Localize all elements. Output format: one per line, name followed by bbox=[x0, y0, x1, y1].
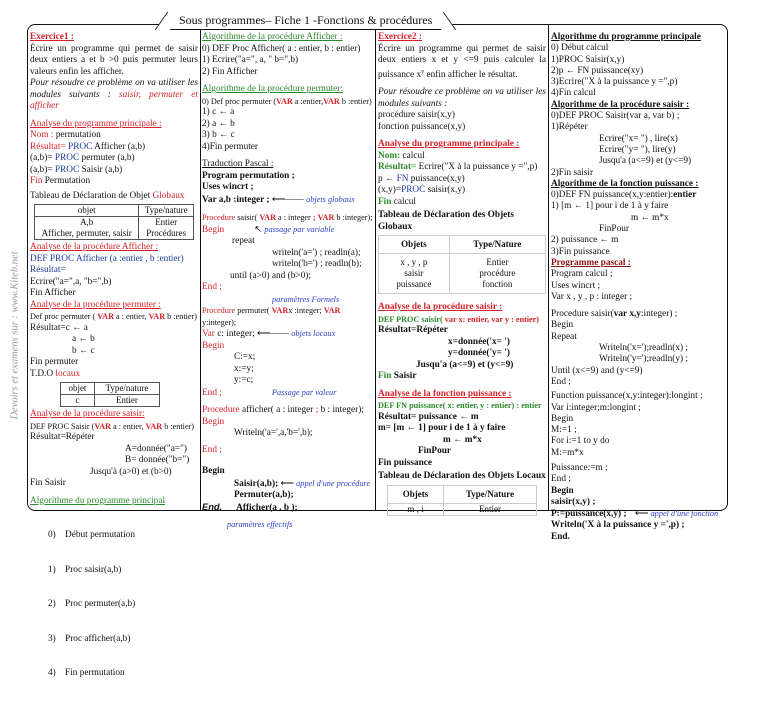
value: Saisir (a,b) bbox=[79, 164, 123, 175]
arrow-left-icon: ⟵—— bbox=[257, 329, 289, 339]
line: Writeln('a=',a,'b=',b); bbox=[234, 428, 313, 438]
t: puissance(x,y) bbox=[408, 173, 465, 184]
t: Procedure saisir( bbox=[551, 309, 614, 320]
t: ; bbox=[315, 405, 319, 415]
line bbox=[30, 165, 198, 177]
section-title: Traduction Pascal : bbox=[202, 159, 274, 169]
line: 4)Fin permuter bbox=[202, 141, 259, 152]
t: Afficher(a , b ); bbox=[236, 502, 298, 513]
line: until (a>0) and (b>0); bbox=[230, 270, 311, 281]
exercise-hint: Pour résoudre ce problème on va utiliser les modules suivants : bbox=[378, 87, 546, 109]
line: repeat bbox=[232, 236, 255, 246]
line bbox=[30, 130, 198, 142]
line: B= donnée("b=") bbox=[125, 455, 190, 465]
t: Var a,b :integer ; bbox=[202, 194, 270, 205]
line bbox=[30, 176, 198, 188]
header-cell: Objets bbox=[379, 236, 450, 254]
section-title: Algorithme du programme principale bbox=[551, 32, 701, 42]
line: 2)p ← FN puissance(xy) bbox=[551, 65, 644, 76]
line: DEF FN puissance( x: entier, y : entier) : entier bbox=[378, 401, 542, 411]
cell-line: A,b bbox=[80, 217, 94, 227]
t: Ecrire("X à la puissance y =",p) bbox=[416, 162, 538, 173]
t: a :entier, bbox=[292, 96, 324, 106]
column-exercice2-solution bbox=[551, 32, 725, 543]
globals-table bbox=[34, 204, 194, 240]
line bbox=[551, 508, 725, 520]
line bbox=[30, 369, 198, 381]
t: x: entier, bbox=[456, 314, 492, 324]
line bbox=[378, 162, 546, 174]
line bbox=[378, 185, 546, 197]
t: p ← bbox=[378, 173, 397, 184]
line bbox=[378, 371, 546, 383]
line: DEF PROC Afficher (a :entier , b :entier) bbox=[30, 253, 184, 264]
keyword: FN bbox=[396, 173, 409, 184]
arrow-up-icon: ↖ bbox=[254, 224, 263, 235]
line: A=donnée("a=") bbox=[125, 443, 187, 454]
line bbox=[551, 190, 725, 201]
line: Fin Saisir bbox=[30, 478, 66, 488]
column-algorithms-pascal bbox=[202, 32, 374, 531]
line: Puissance:=m ; bbox=[551, 462, 608, 473]
line bbox=[30, 311, 198, 323]
line: 2)Fin saisir bbox=[551, 167, 594, 178]
line: End ; bbox=[551, 474, 571, 485]
value: (a,b)= bbox=[30, 153, 55, 163]
keyword: VAR bbox=[323, 306, 341, 315]
column-divider bbox=[548, 24, 549, 511]
line: m ← m*x bbox=[631, 212, 669, 223]
column-divider bbox=[375, 24, 376, 511]
annotation: objets globaux bbox=[306, 194, 355, 204]
line: Writeln('y=');readln(y) ; bbox=[599, 354, 689, 365]
cell-line: procédure bbox=[479, 268, 516, 279]
line: m= [m ← 1] pour i de 1 à y faire bbox=[378, 423, 506, 434]
line: Until (x<=9) and (y<=9) bbox=[551, 365, 643, 376]
cell-line: Entier bbox=[155, 217, 178, 227]
line: 2) a ← b bbox=[202, 118, 235, 129]
t: calcul bbox=[391, 196, 416, 207]
line bbox=[378, 174, 546, 186]
line: End ; bbox=[202, 282, 222, 292]
table-caption: Tableau de Déclaration des Objets Locaux bbox=[378, 471, 546, 482]
annotation: paramètres effectifs bbox=[227, 520, 293, 529]
section-title: Algorithme de la procédure permuter: bbox=[202, 84, 343, 94]
label: Résultat= bbox=[378, 162, 417, 173]
line: Jusqu'a (a<=9) et (y<=9) bbox=[599, 156, 692, 167]
t: locaux bbox=[55, 368, 81, 379]
caption-text: Tableau de Déclaration de Objet bbox=[30, 190, 153, 201]
line: Ecrire("a=",a, "b=",b) bbox=[30, 276, 112, 287]
line bbox=[202, 328, 374, 341]
line: For i:=1 to y do bbox=[551, 436, 610, 447]
line: y:=c; bbox=[234, 375, 254, 385]
keyword: VAR bbox=[317, 213, 335, 222]
header-cell: Type/nature bbox=[139, 205, 194, 217]
line: End ; bbox=[202, 444, 222, 455]
label: Fin bbox=[30, 176, 43, 186]
exercise-hint bbox=[30, 78, 198, 113]
t: ; bbox=[312, 213, 316, 222]
section-title: Analyse de la procédure Afficher : bbox=[30, 242, 159, 252]
line: x=donnée('x= ') bbox=[448, 336, 510, 347]
value: permutation bbox=[53, 130, 101, 140]
keyword: PROC bbox=[54, 153, 80, 163]
line: saisir(x,y) ; bbox=[551, 496, 596, 507]
line: m ← m*x bbox=[443, 434, 482, 445]
line: Writeln('X à la puissance y =',p) ; bbox=[551, 520, 685, 531]
line: Var x , y , p : integer ; bbox=[551, 291, 633, 302]
line bbox=[30, 421, 198, 433]
line bbox=[202, 96, 374, 108]
line: Résultat=Répéter bbox=[378, 325, 448, 336]
cell-line: saisir bbox=[404, 268, 424, 279]
page-title: Sous programmes– Fiche 1 -Fonctions & procédures bbox=[168, 13, 443, 30]
line: Résultat= puissance ← m bbox=[378, 411, 479, 422]
line bbox=[202, 502, 374, 515]
cell-line: Afficher, permuter, saisir bbox=[41, 228, 132, 238]
keyword: PROC bbox=[401, 185, 426, 196]
t: saisir( bbox=[235, 213, 260, 222]
keyword: VAR bbox=[94, 421, 112, 431]
line: a ← b bbox=[72, 334, 95, 344]
line: 1) c ← a bbox=[202, 107, 235, 117]
t: a : integer bbox=[276, 213, 313, 222]
line: 1) [m ← 1] pour i de 1 à y faire bbox=[551, 201, 669, 212]
cell-line: fonction bbox=[482, 279, 513, 290]
line: Résultat=c ← a bbox=[30, 322, 88, 333]
line bbox=[30, 142, 198, 154]
locals-table bbox=[60, 382, 160, 407]
section-title: Analyse de la procédure permuter : bbox=[30, 299, 161, 310]
section-title: Analyse du programme principale : bbox=[30, 118, 162, 129]
keyword: Begin bbox=[202, 224, 225, 235]
hint-text: Pour résoudre ce problème on va utiliser les modules suivants : bbox=[30, 78, 198, 100]
t: y : entier) bbox=[502, 314, 540, 324]
line: Function puissance(x,y:integer):longint ; bbox=[551, 391, 703, 402]
line: 1) Ecrire("a=", a, " b=",b) bbox=[202, 55, 299, 65]
line: End ; bbox=[551, 376, 571, 387]
line: Ecrire("y= "), lire(y) bbox=[599, 144, 676, 155]
keyword: Procedure bbox=[202, 405, 240, 415]
keyword: VAR bbox=[148, 312, 166, 321]
t: saisir(x,y) bbox=[425, 185, 466, 196]
annotation: appel d'une fonction bbox=[650, 509, 719, 519]
keyword: PROC bbox=[68, 141, 93, 152]
arrow-left-icon: ⟵ bbox=[634, 509, 649, 520]
t: (x,y)= bbox=[378, 185, 402, 196]
line: procédure saisir(x,y) bbox=[378, 110, 455, 121]
cell: Entier bbox=[94, 395, 159, 407]
line: 3)Fin puissance bbox=[551, 246, 610, 257]
t: 0) Def proc permuter ( bbox=[202, 96, 277, 106]
globals-table bbox=[378, 235, 546, 294]
line: x:=y; bbox=[234, 363, 254, 374]
step: 1) Proc saisir(a,b) bbox=[48, 564, 122, 575]
cell-line: puissance bbox=[396, 279, 432, 290]
value: (a,b)= bbox=[30, 164, 55, 175]
line bbox=[202, 194, 374, 207]
section-title: Algorithme du programme principal bbox=[30, 495, 166, 506]
line: Jusqu'a (a<=9) et (y<=9) bbox=[416, 359, 514, 370]
section-title: Analyse du programme principale : bbox=[378, 139, 520, 150]
line: Var i:integer;m:longint ; bbox=[551, 402, 641, 413]
t: 0)DEF FN puissance(x,y:entier): bbox=[551, 190, 674, 201]
hint-modules: saisir, permuter et afficher bbox=[30, 89, 198, 111]
line: FinPour bbox=[418, 446, 452, 457]
exercise-statement: Écrire un programme qui permet de saisir deux entiers a et b >0 puis permuter leurs valeurs enfin les afficher. bbox=[30, 43, 198, 77]
section-title: Analyse de la procédure saisir : bbox=[378, 302, 503, 313]
annotation: Passage par valeur bbox=[271, 387, 337, 397]
cell bbox=[35, 217, 139, 240]
t: DEF PROC saisir( bbox=[378, 314, 445, 324]
line: b ← c bbox=[72, 345, 95, 356]
line: Repeat bbox=[551, 331, 577, 342]
line: Begin bbox=[202, 466, 225, 476]
cell-line: Procédures bbox=[146, 228, 187, 238]
line: FinPour bbox=[599, 224, 629, 235]
t: permuter( bbox=[235, 306, 272, 315]
t: afficher( a : integer bbox=[239, 405, 316, 415]
t: b :entier) bbox=[339, 96, 372, 106]
table-caption: Tableau de Déclaration des Objets Globaux bbox=[378, 210, 515, 232]
line: 0) DEF Proc Afficher( a : entier, b : entier) bbox=[202, 43, 361, 54]
header-cell: Type/nature bbox=[94, 383, 159, 395]
t: a : entier, bbox=[113, 312, 149, 321]
arrow-left-icon: ⟵ bbox=[280, 478, 294, 489]
line: Fin permuter bbox=[30, 357, 79, 367]
line: 0)DEF PROC Saisir(var a, var b) ; bbox=[551, 111, 680, 122]
keyword: Procedure bbox=[202, 213, 236, 222]
line: Begin bbox=[202, 416, 225, 427]
t: :integer) ; bbox=[640, 309, 678, 320]
value: Afficher (a,b) bbox=[92, 141, 146, 152]
line bbox=[551, 309, 725, 320]
t: a : entier, bbox=[111, 421, 146, 431]
line bbox=[202, 478, 374, 491]
t: Def proc permuter ( bbox=[30, 312, 98, 321]
keyword: var x,y bbox=[613, 309, 641, 320]
section-title: Analyse de la fonction puissance : bbox=[378, 388, 512, 399]
line: Jusqu'à (a>0) et (b>0) bbox=[90, 466, 172, 477]
arrow-left-icon: ⟵—— bbox=[271, 194, 304, 205]
cell-line: Entier bbox=[486, 257, 509, 268]
header-cell: Objets bbox=[388, 485, 444, 503]
cell bbox=[379, 254, 450, 294]
line: Fin Afficher bbox=[30, 288, 76, 298]
value: Permutation bbox=[42, 176, 91, 186]
line: fonction puissance(x,y) bbox=[378, 121, 466, 132]
line: 2) Fin Afficher bbox=[202, 66, 258, 77]
line: M:=1 ; bbox=[551, 425, 577, 436]
line bbox=[202, 387, 374, 400]
annotation: passage par variable bbox=[264, 224, 335, 234]
line: End. bbox=[551, 531, 570, 542]
keyword: VAR bbox=[271, 306, 289, 315]
header-cell: Type/Nature bbox=[449, 236, 545, 254]
section-title: Algorithme de la procédure Afficher : bbox=[202, 32, 343, 42]
keyword: var bbox=[491, 314, 503, 324]
exercise-statement bbox=[378, 44, 546, 82]
keyword: VAR bbox=[97, 312, 114, 321]
step: 4) Fin permutation bbox=[48, 668, 125, 678]
t: b : integer); bbox=[318, 405, 364, 415]
line: Begin bbox=[551, 320, 574, 331]
section-title: Programme pascal : bbox=[551, 257, 631, 268]
t: End. bbox=[202, 501, 223, 512]
t: x :integer; bbox=[288, 306, 324, 315]
line: writeln('b=') ; readln(b); bbox=[272, 259, 362, 269]
line: 4)Fin calcul bbox=[551, 88, 596, 99]
line: 2) puissance ← m bbox=[551, 235, 619, 246]
keyword: VAR bbox=[323, 96, 340, 106]
line: 0) Début calcul bbox=[551, 43, 609, 54]
t: b :integer); bbox=[334, 213, 373, 222]
line: C:=x; bbox=[234, 352, 256, 362]
keyword: VAR bbox=[259, 213, 276, 222]
label: Fin bbox=[378, 196, 392, 207]
section-title: Algorithme de la procédure saisir : bbox=[551, 99, 690, 110]
t: y bbox=[421, 68, 425, 75]
line bbox=[378, 197, 546, 209]
label: Nom : bbox=[30, 130, 54, 140]
column-exercice2 bbox=[378, 32, 546, 518]
keyword: var bbox=[444, 314, 457, 324]
line: Begin bbox=[551, 413, 574, 424]
line bbox=[378, 151, 546, 163]
line: Writeln('x=');readln(x) ; bbox=[599, 343, 689, 354]
exercise-title: Exercice1 : bbox=[30, 32, 74, 42]
line: Program calcul ; bbox=[551, 269, 613, 280]
annotation: appel d'une procédure bbox=[296, 478, 371, 488]
t: y:integer); bbox=[202, 317, 237, 327]
line: Uses wincrt ; bbox=[551, 280, 601, 291]
cell: c bbox=[61, 395, 95, 407]
keyword: entier bbox=[673, 190, 697, 201]
annotation: objets locaux bbox=[291, 329, 336, 338]
label: Nom: bbox=[378, 150, 401, 161]
line: y=donnée('y= ') bbox=[448, 348, 510, 359]
line: 3) b ← c bbox=[202, 130, 235, 140]
header-cell: objet bbox=[61, 383, 95, 395]
section-title: Analyse de la procédure saisir: bbox=[30, 409, 145, 419]
line: writeln('a=') ; readln(a); bbox=[272, 247, 361, 258]
line: Program permutation ; bbox=[202, 170, 295, 181]
t: Saisir(a,b); bbox=[234, 478, 279, 489]
line: 3)Ecrire("X à la puissance y =",p) bbox=[551, 77, 678, 88]
line: 1)PROC Saisir(x,y) bbox=[551, 54, 625, 65]
label: Résultat= bbox=[30, 141, 66, 152]
step: 3) Proc afficher(a,b) bbox=[48, 633, 131, 644]
line bbox=[202, 224, 374, 237]
line bbox=[202, 212, 374, 224]
keyword: PROC bbox=[54, 164, 80, 175]
t: Écrire un programme qui permet de saisir deux entiers x et y <=9 puis calculer la puissance x bbox=[378, 43, 546, 80]
table-caption bbox=[30, 191, 198, 203]
keyword: Procedure bbox=[202, 306, 236, 315]
t: b :entier) bbox=[162, 421, 195, 431]
line bbox=[202, 405, 374, 417]
line: Begin bbox=[551, 485, 574, 496]
t: b :entier) bbox=[165, 312, 197, 321]
cell: Entier bbox=[444, 503, 537, 515]
line bbox=[378, 314, 546, 326]
line: Uses wincrt ; bbox=[202, 182, 254, 192]
t: DEF PROC Saisir ( bbox=[30, 421, 95, 431]
line: Résultat= bbox=[30, 265, 66, 275]
t: c: integer; bbox=[214, 329, 255, 339]
cell: m , i bbox=[388, 503, 444, 515]
t: T.D.O bbox=[30, 368, 56, 379]
t: calcul bbox=[400, 150, 425, 161]
column-exercice1 bbox=[30, 32, 198, 703]
header-cell: Type/Nature bbox=[444, 485, 537, 503]
line: Permuter(a,b); bbox=[234, 490, 294, 500]
cell-line: x , y , p bbox=[400, 257, 428, 268]
header-cell: objet bbox=[35, 205, 139, 217]
locals-table bbox=[387, 485, 537, 516]
line: 1)Répéter bbox=[551, 122, 588, 133]
line bbox=[202, 305, 374, 328]
keyword: End ; bbox=[202, 387, 222, 398]
line: M:=m*x bbox=[551, 447, 584, 458]
value: permuter (a,b) bbox=[79, 153, 135, 163]
line: Begin bbox=[202, 340, 225, 351]
line: Ecrire("x= ") , lire(x) bbox=[599, 133, 678, 144]
cell bbox=[449, 254, 545, 294]
section-title: Algorithme de la fonction puissance : bbox=[551, 178, 699, 189]
side-watermark: Devoirs et examens sur : www.Kiteb.net bbox=[9, 251, 21, 420]
keyword: Var bbox=[202, 329, 215, 339]
keyword: Fin bbox=[378, 371, 392, 382]
keyword: VAR bbox=[276, 96, 293, 106]
annotation: paramètres Formels bbox=[272, 294, 340, 304]
step: 2) Proc permuter(a,b) bbox=[48, 599, 136, 609]
t: enfin afficher le résultat. bbox=[424, 69, 518, 80]
line: Résultat=Répéter bbox=[30, 432, 95, 442]
column-divider bbox=[200, 24, 201, 511]
exercise-title: Exercice2 : bbox=[378, 32, 422, 42]
line: Fin puissance bbox=[378, 457, 432, 468]
cell bbox=[139, 217, 194, 240]
keyword: VAR bbox=[145, 421, 163, 431]
t: P:=puissance(x,y) ; bbox=[551, 509, 627, 520]
t: Saisir bbox=[391, 371, 417, 382]
caption-accent: Globaux bbox=[152, 190, 185, 201]
step: 0) Début permutation bbox=[48, 530, 136, 540]
line bbox=[30, 153, 198, 165]
